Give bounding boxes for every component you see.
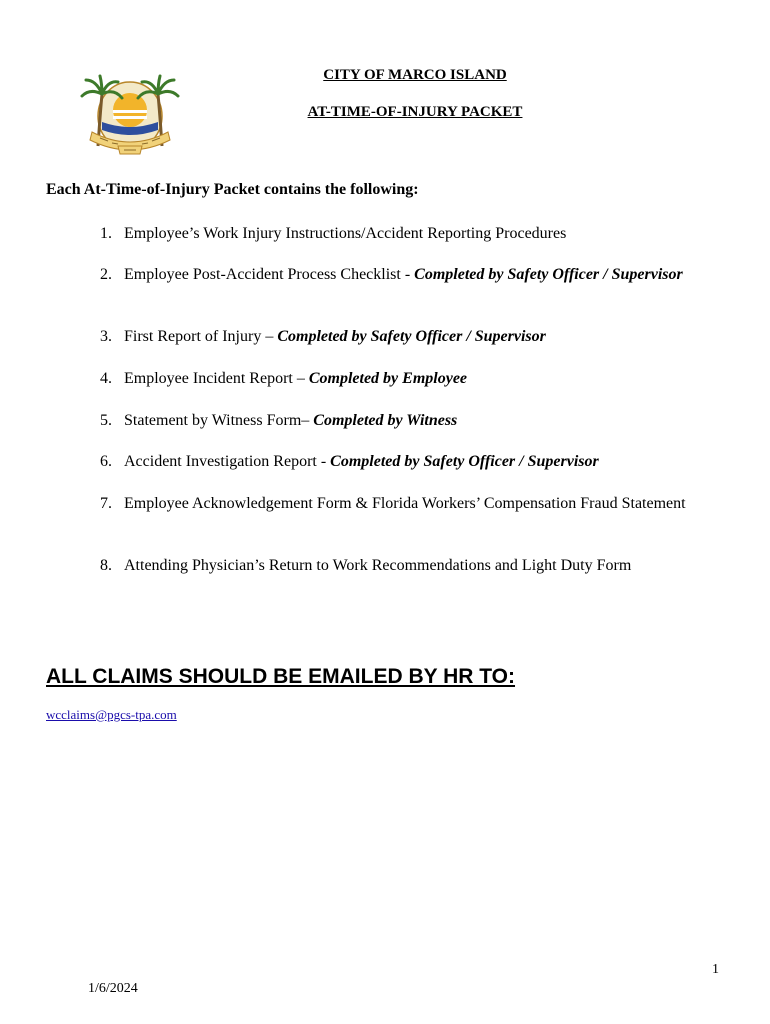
list-item-number: 3. [100,328,112,345]
list-item-text: Employee Post-Accident Process Checklist - [124,266,415,283]
list-item-role: Completed by Employee [308,370,468,387]
footer-date: 1/6/2024 [88,981,138,996]
list-item-role: Completed by Safety Officer / Supervisor [414,266,683,283]
list-item-number: 5. [100,412,112,429]
list-item-text: First Report of Injury – [124,328,278,345]
list-item-number: 4. [100,370,112,387]
list-item-number: 7. [100,495,112,512]
list-item-text: Accident Investigation Report - [124,453,331,470]
claims-email-link[interactable]: wcclaims@pgcs-tpa.com [46,707,177,722]
list-item [100,555,700,576]
list-item [100,451,700,472]
list-item-number: 6. [100,453,112,470]
list-item-text: Employee’s Work Injury Instructions/Accident Reporting Procedures [124,225,567,242]
document-title: CITY OF MARCO ISLAND [323,67,507,83]
packet-intro: Each At-Time-of-Injury Packet contains the following: [46,181,419,198]
list-item-number: 2. [100,266,112,283]
list-item [100,264,700,285]
list-item-number: 8. [100,557,112,574]
list-item [100,223,700,244]
list-item-role: Completed by Safety Officer / Supervisor [330,453,599,470]
list-item [100,493,700,514]
list-item [100,410,700,431]
page-number: 1 [712,962,719,977]
list-item-role: Completed by Safety Officer / Supervisor [277,328,546,345]
list-item-number: 1. [100,225,112,242]
list-item-text: Statement by Witness Form– [124,412,314,429]
list-item-text: Employee Incident Report – [124,370,309,387]
list-item [100,326,700,347]
list-item [100,368,700,389]
list-item-text: Attending Physician’s Return to Work Recommendations and Light Duty Form [124,557,632,574]
city-seal-icon [78,66,182,158]
list-item-role: Completed by Witness [313,412,458,429]
list-item-text: Employee Acknowledgement Form & Florida Workers’ Compensation Fraud Statement [124,495,686,512]
document-subtitle: AT-TIME-OF-INJURY PACKET [307,104,523,120]
claims-heading: ALL CLAIMS SHOULD BE EMAILED BY HR TO: [46,665,516,688]
